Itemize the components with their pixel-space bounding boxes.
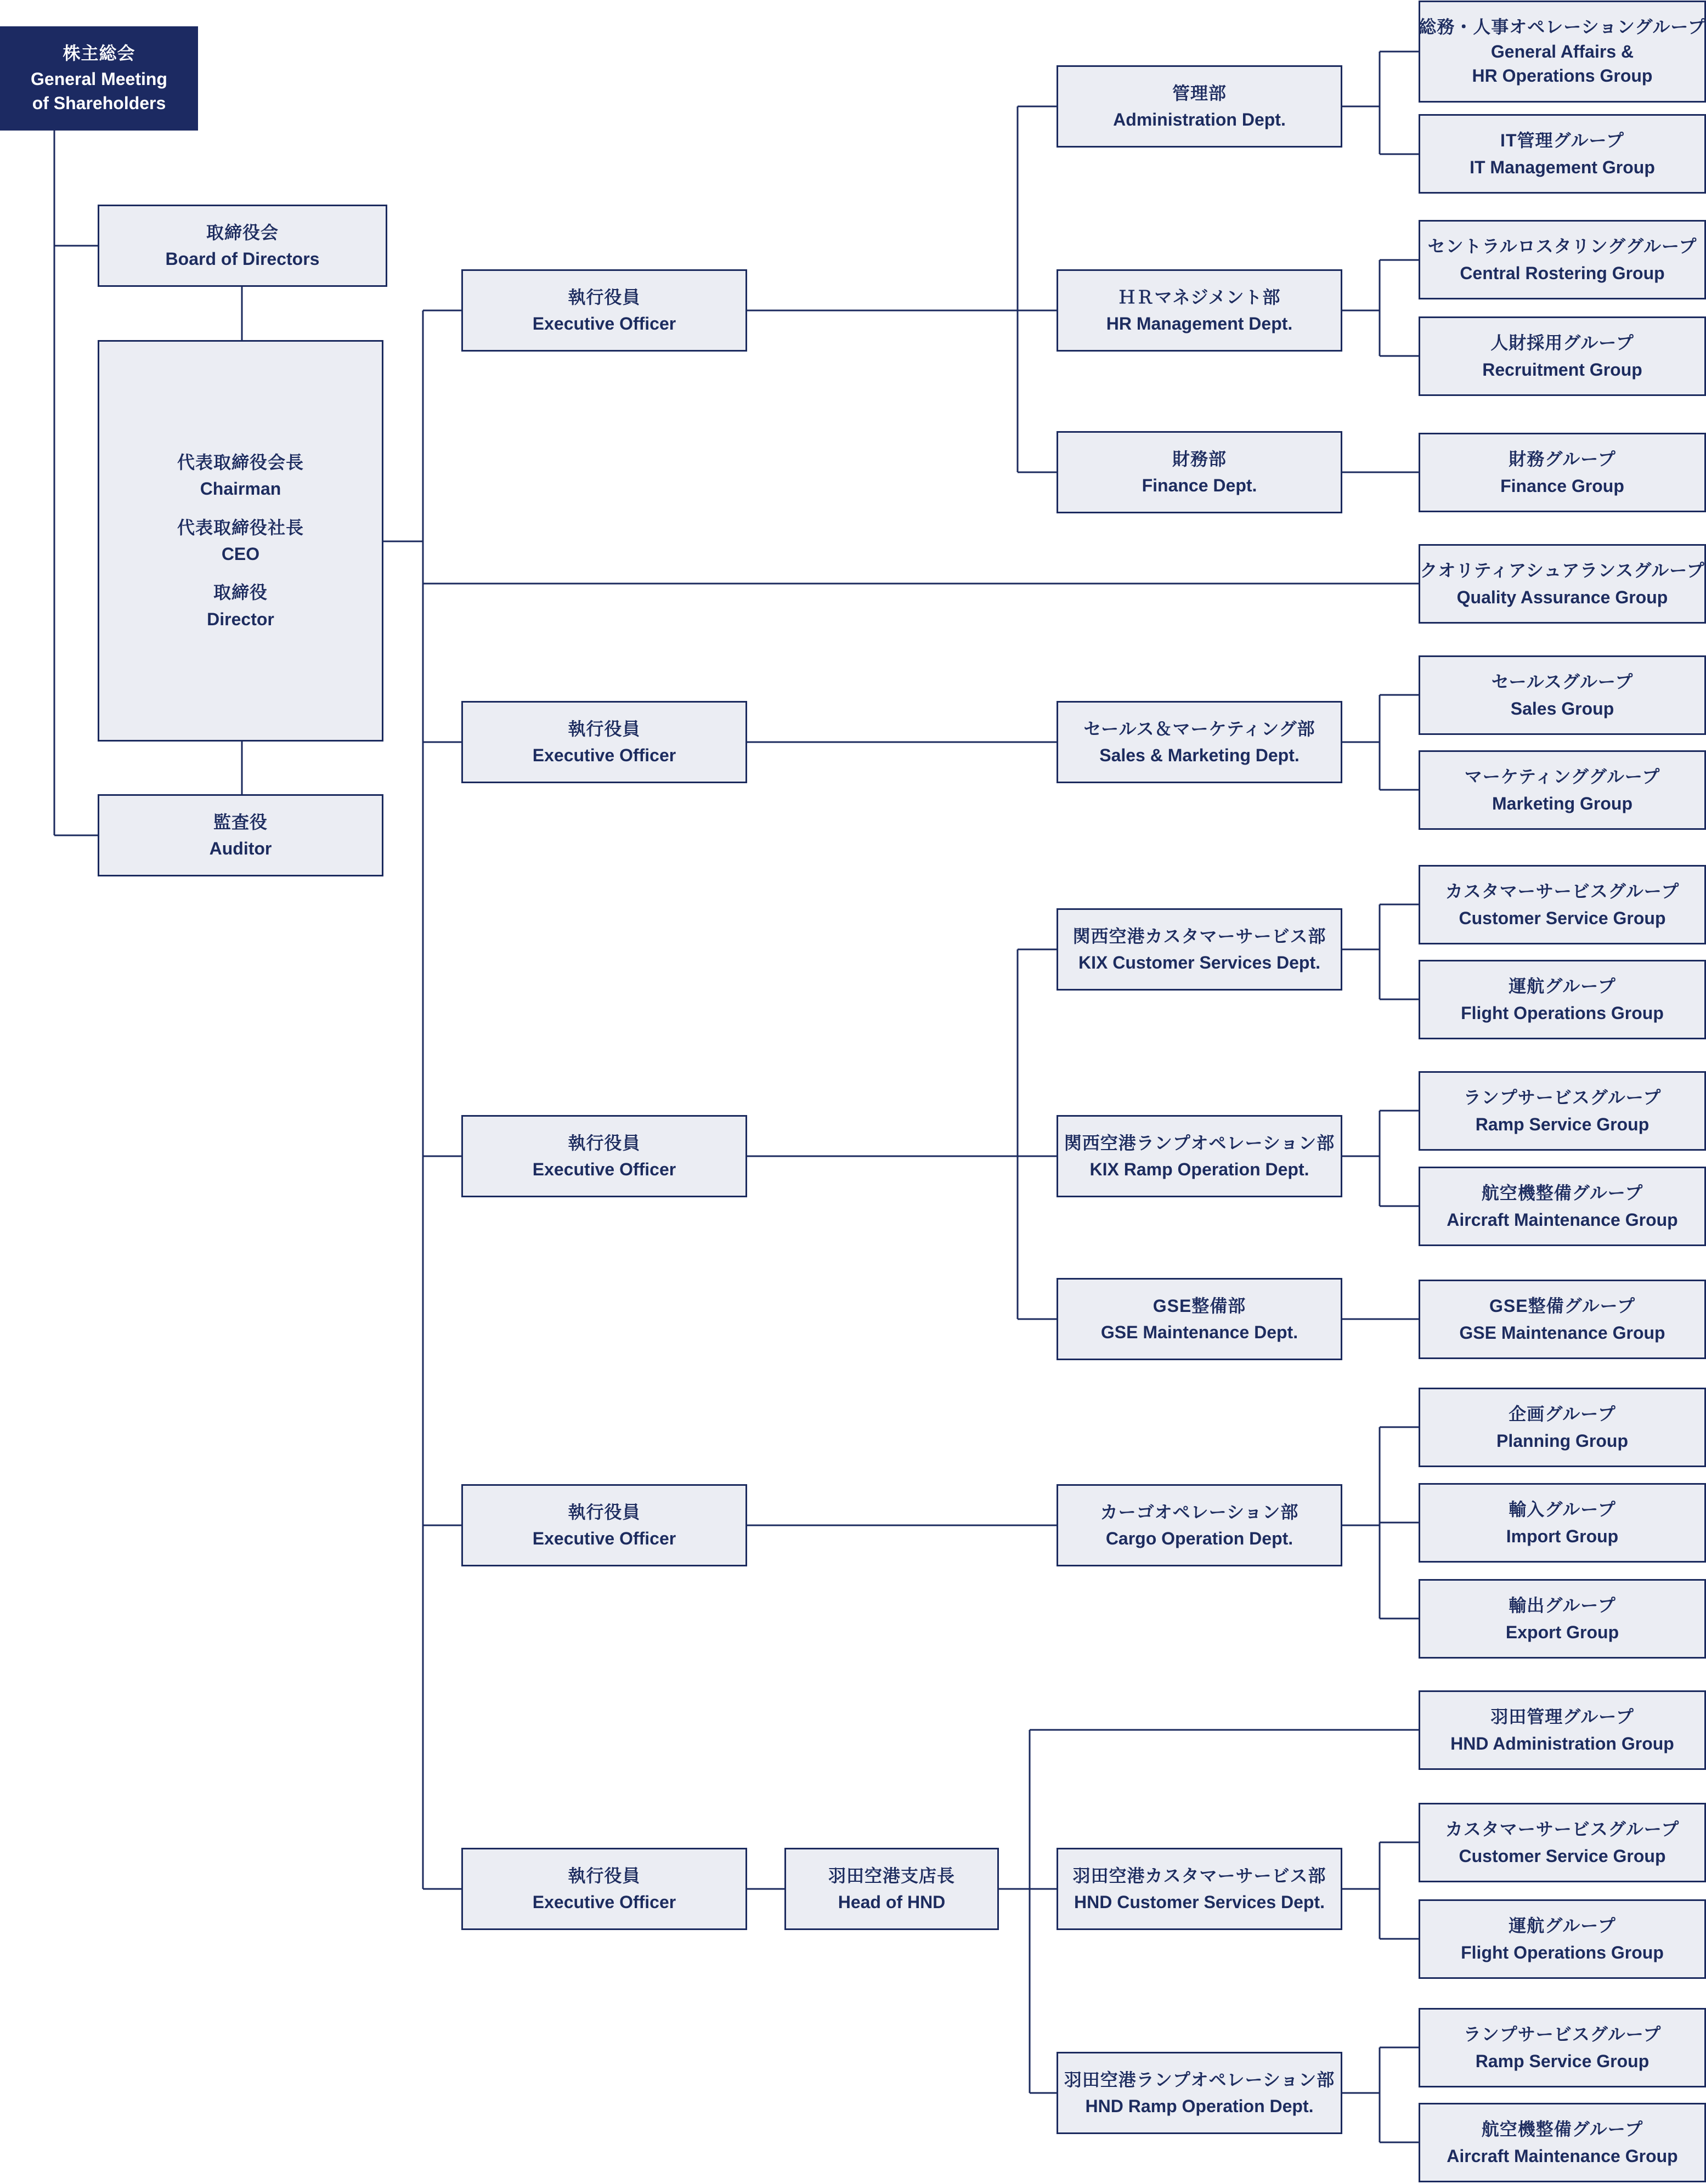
node-executive-officer-4 xyxy=(461,1484,747,1566)
node-auditor xyxy=(98,794,383,876)
node-label-jp: 人財採用グループ xyxy=(1490,333,1634,353)
node-label-en: Planning Group xyxy=(1496,1430,1628,1451)
node-sales-group xyxy=(1419,655,1706,735)
node-label-en: CEO xyxy=(221,544,260,564)
node-label-en: Central Rostering Group xyxy=(1460,263,1665,283)
node-hnd-administration-group xyxy=(1419,1690,1706,1770)
node-label-jp: カーゴオペレーション部 xyxy=(1100,1502,1299,1522)
node-hnd-flight-operations-group xyxy=(1419,1899,1706,1979)
node-hnd-aircraft-maintenance-group xyxy=(1419,2103,1706,2182)
role-chairman xyxy=(177,452,304,500)
node-label-en: Recruitment Group xyxy=(1482,359,1642,380)
node-label-en: HR Operations Group xyxy=(1472,66,1653,86)
node-label-en: Aircraft Maintenance Group xyxy=(1447,1209,1678,1230)
node-label-en: IT Management Group xyxy=(1470,157,1655,177)
node-label-jp: 管理部 xyxy=(1172,83,1227,103)
node-executive-officer-5 xyxy=(461,1848,747,1930)
node-label-jp: 羽田空港ランプオペレーション部 xyxy=(1064,2069,1335,2090)
node-gse-maintenance-group xyxy=(1419,1280,1706,1359)
node-label-jp: 財務グループ xyxy=(1509,449,1616,469)
node-label-jp: 羽田空港支店長 xyxy=(828,1865,955,1886)
node-label-jp: 執行役員 xyxy=(568,287,641,307)
node-kix-ramp-service-group xyxy=(1419,1071,1706,1151)
node-label-jp: マーケティンググループ xyxy=(1464,767,1660,787)
node-label-jp: 財務部 xyxy=(1172,449,1227,469)
node-label-jp: 取締役 xyxy=(213,582,268,603)
node-label-jp: GSE整備グループ xyxy=(1489,1296,1636,1316)
node-label-en: Auditor xyxy=(209,839,272,858)
node-label-en: General Affairs & xyxy=(1490,41,1634,61)
node-label-en: Flight Operations Group xyxy=(1461,1003,1664,1023)
node-label-en: Aircraft Maintenance Group xyxy=(1447,2146,1678,2166)
node-label-en: Cargo Operation Dept. xyxy=(1105,1529,1293,1548)
node-head-of-hnd xyxy=(784,1848,999,1930)
node-marketing-group xyxy=(1419,750,1706,830)
node-label-en: General Meeting xyxy=(31,69,167,89)
node-executive-officer-1 xyxy=(461,269,747,352)
node-label-en: Board of Directors xyxy=(165,249,320,269)
node-finance-dept xyxy=(1057,431,1342,513)
node-label-en: HR Management Dept. xyxy=(1106,314,1293,333)
node-kix-aircraft-maintenance-group xyxy=(1419,1167,1706,1246)
node-label-jp: セールスグループ xyxy=(1491,672,1634,692)
node-label-jp: クオリティアシュアランスグループ xyxy=(1420,561,1705,581)
node-label-en: Executive Officer xyxy=(532,745,676,765)
node-label-jp: 航空機整備グループ xyxy=(1481,2119,1643,2140)
node-label-jp: 監査役 xyxy=(213,812,268,832)
node-label-jp: 関西空港ランプオペレーション部 xyxy=(1064,1133,1335,1153)
node-label-jp: 輸入グループ xyxy=(1509,1500,1616,1520)
node-label-en: Executive Officer xyxy=(532,314,676,333)
node-hnd-customer-service-group xyxy=(1419,1803,1706,1882)
node-quality-assurance-group xyxy=(1419,544,1706,624)
node-label-en: GSE Maintenance Dept. xyxy=(1100,1322,1298,1342)
node-label-jp: ランプサービスグループ xyxy=(1463,1088,1662,1108)
node-label-jp: 執行役員 xyxy=(568,718,641,739)
node-kix-ramp-operation-dept xyxy=(1057,1115,1342,1197)
node-label-jp: 運航グループ xyxy=(1509,976,1616,997)
node-label-jp: 航空機整備グループ xyxy=(1481,1183,1643,1203)
node-label-en: Sales & Marketing Dept. xyxy=(1099,745,1300,765)
node-gse-maintenance-dept xyxy=(1057,1278,1342,1360)
node-label-en: KIX Customer Services Dept. xyxy=(1078,953,1321,972)
node-hnd-customer-services-dept xyxy=(1057,1848,1342,1930)
node-label-jp: 関西空港カスタマーサービス部 xyxy=(1072,926,1326,946)
node-label-en: Customer Service Group xyxy=(1459,908,1666,928)
node-label-en: Finance Dept. xyxy=(1142,476,1257,495)
node-label-jp: 取締役会 xyxy=(206,222,279,242)
node-label-en: Executive Officer xyxy=(532,1159,676,1179)
node-label-jp: カスタマーサービスグループ xyxy=(1445,881,1680,902)
node-administration-dept xyxy=(1057,65,1342,148)
node-label-en: of Shareholders xyxy=(32,93,166,114)
node-label-en: Head of HND xyxy=(838,1892,946,1912)
node-it-management-group xyxy=(1419,114,1706,194)
node-general-affairs-hr-operations-group xyxy=(1419,1,1706,103)
node-import-group xyxy=(1419,1483,1706,1563)
node-label-en: HND Administration Group xyxy=(1450,1733,1674,1753)
node-label-en: Quality Assurance Group xyxy=(1456,587,1668,607)
node-label-jp: ランプサービスグループ xyxy=(1463,2024,1662,2045)
node-label-en: Director xyxy=(207,609,274,629)
node-label-en: Ramp Service Group xyxy=(1475,2051,1649,2071)
node-label-jp: GSE整備部 xyxy=(1153,1295,1246,1316)
node-cargo-operation-dept xyxy=(1057,1484,1342,1566)
node-label-jp: カスタマーサービスグループ xyxy=(1445,1819,1680,1840)
node-kix-flight-operations-group xyxy=(1419,960,1706,1039)
node-label-en: Executive Officer xyxy=(532,1892,676,1912)
node-recruitment-group xyxy=(1419,316,1706,396)
node-label-jp: 運航グループ xyxy=(1509,1916,1616,1936)
node-planning-group xyxy=(1419,1388,1706,1467)
node-label-jp: 羽田空港カスタマーサービス部 xyxy=(1072,1865,1326,1886)
node-label-jp: 総務・人事オペレーショングループ xyxy=(1419,17,1706,37)
node-label-en: Sales Group xyxy=(1510,698,1614,718)
node-label-en: KIX Ramp Operation Dept. xyxy=(1089,1159,1309,1179)
node-label-en: Flight Operations Group xyxy=(1461,1942,1664,1962)
node-label-en: GSE Maintenance Group xyxy=(1459,1322,1665,1343)
node-board-of-directors xyxy=(98,205,387,287)
node-label-en: Chairman xyxy=(200,479,281,499)
node-label-jp: 株主総会 xyxy=(63,43,135,64)
node-label-jp: 輸出グループ xyxy=(1509,1595,1616,1616)
node-kix-customer-service-group xyxy=(1419,865,1706,944)
node-label-en: Marketing Group xyxy=(1492,793,1632,813)
node-label-jp: セントラルロスタリンググループ xyxy=(1427,236,1697,257)
role-director xyxy=(207,582,274,630)
node-label-en: Ramp Service Group xyxy=(1475,1114,1649,1134)
node-label-jp: 執行役員 xyxy=(568,1865,641,1886)
node-label-jp: 代表取締役社長 xyxy=(177,517,304,537)
node-label-en: HND Customer Services Dept. xyxy=(1074,1892,1325,1912)
node-chairman-ceo-director xyxy=(98,340,383,742)
node-label-jp: IT管理グループ xyxy=(1500,131,1624,151)
node-general-meeting-of-shareholders xyxy=(0,26,198,131)
node-label-jp: 代表取締役会長 xyxy=(177,452,304,472)
node-label-jp: 羽田管理グループ xyxy=(1490,1707,1634,1727)
node-executive-officer-2 xyxy=(461,701,747,783)
node-label-jp: セールス＆マーケティング部 xyxy=(1083,718,1315,739)
node-label-en: HND Ramp Operation Dept. xyxy=(1085,2096,1314,2116)
node-label-jp: 執行役員 xyxy=(568,1502,641,1522)
node-label-en: Executive Officer xyxy=(532,1529,676,1548)
node-label-en: Finance Group xyxy=(1500,476,1624,496)
node-hnd-ramp-operation-dept xyxy=(1057,2052,1342,2134)
node-central-rostering-group xyxy=(1419,220,1706,299)
node-label-en: Customer Service Group xyxy=(1459,1846,1666,1866)
node-label-en: Administration Dept. xyxy=(1113,110,1286,129)
node-executive-officer-3 xyxy=(461,1115,747,1197)
node-hnd-ramp-service-group xyxy=(1419,2008,1706,2087)
node-label-jp: 企画グループ xyxy=(1509,1404,1616,1424)
node-finance-group xyxy=(1419,433,1706,512)
node-label-en: Export Group xyxy=(1505,1622,1619,1642)
node-hr-management-dept xyxy=(1057,269,1342,352)
node-sales-marketing-dept xyxy=(1057,701,1342,783)
node-label-jp: ＨＲマネジメント部 xyxy=(1118,287,1281,307)
role-ceo xyxy=(177,517,304,565)
node-export-group xyxy=(1419,1579,1706,1659)
node-kix-customer-services-dept xyxy=(1057,908,1342,991)
node-label-en: Import Group xyxy=(1506,1526,1619,1546)
node-label-jp: 執行役員 xyxy=(568,1133,641,1153)
